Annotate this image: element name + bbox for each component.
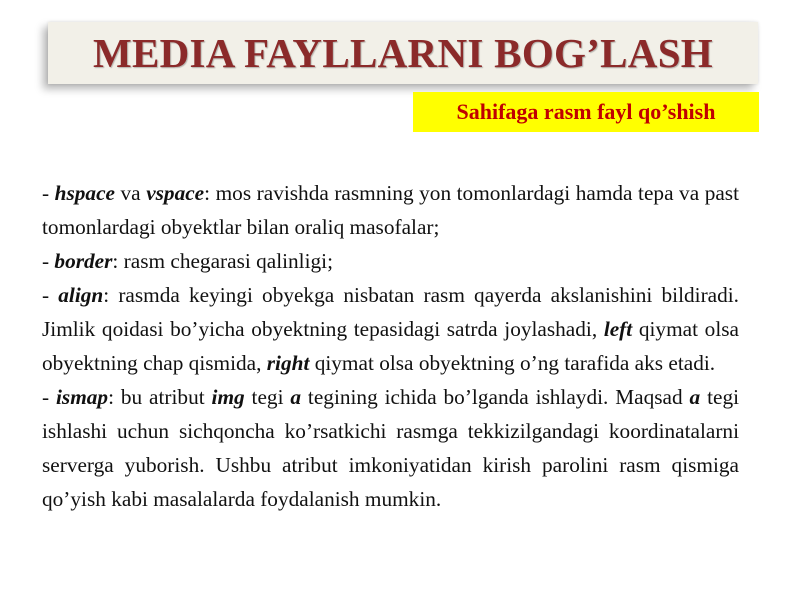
border-paragraph xyxy=(42,244,739,278)
keyword-a: a xyxy=(689,385,701,409)
keyword-border: border xyxy=(54,249,113,273)
align-description-2: qiymat olsa obyektning chap qismida, xyxy=(42,317,739,375)
hspace-paragraph xyxy=(42,176,739,244)
hspace-connector: va xyxy=(114,181,147,205)
align-paragraph xyxy=(42,278,739,380)
keyword-a: a xyxy=(290,385,302,409)
hspace-description: : mos ravishda rasmning yon tomonlardagi hamda tepa va past tomonlardagi obyektlar bilan oraliq masofalar; xyxy=(42,181,740,239)
content-body xyxy=(42,176,739,516)
keyword-hspace: hspace xyxy=(54,181,115,205)
slide-title: MEDIA FAYLLARNI BOG’LASH xyxy=(92,30,714,76)
keyword-right: right xyxy=(266,351,310,375)
bullet-dash: - xyxy=(42,385,56,409)
ismap-paragraph xyxy=(42,380,739,516)
keyword-ismap: ismap xyxy=(55,385,109,409)
ismap-description-3: tegining ichida bo’lganda ishlaydi. Maqsad xyxy=(301,385,690,409)
keyword-align: align xyxy=(58,283,104,307)
ismap-description-2: tegi xyxy=(244,385,291,409)
ismap-description-1: : bu atribut xyxy=(108,385,212,409)
bullet-dash: - xyxy=(42,249,55,273)
align-description-3: qiymat olsa obyektning o’ng tarafida aks etadi. xyxy=(309,351,716,375)
bullet-dash: - xyxy=(42,181,55,205)
ismap-description-4: tegi ishlashi uchun sichqoncha ko’rsatkichi rasmga tekkizilgandagi koordinatalarni serverga yuborish. Ushbu atribut imkoniyatidan kirish parolini rasm qismiga qo’yish kabi masalalarda foydalanish mumkin. xyxy=(42,385,740,511)
keyword-img: img xyxy=(211,385,245,409)
subtitle-highlight xyxy=(413,92,759,132)
border-description: : rasm chegarasi qalinligi; xyxy=(112,249,333,273)
title-banner xyxy=(48,22,758,84)
align-description-1: : rasmda keyingi obyekga nisbatan rasm qayerda akslanishini bildiradi. Jimlik qoidasi bo’yicha obyektning tepasidagi satrda joylashadi, xyxy=(42,283,739,341)
slide-subtitle: Sahifaga rasm fayl qo’shish xyxy=(456,99,716,124)
keyword-left: left xyxy=(603,317,633,341)
keyword-vspace: vspace xyxy=(146,181,205,205)
bullet-dash: - xyxy=(42,283,59,307)
